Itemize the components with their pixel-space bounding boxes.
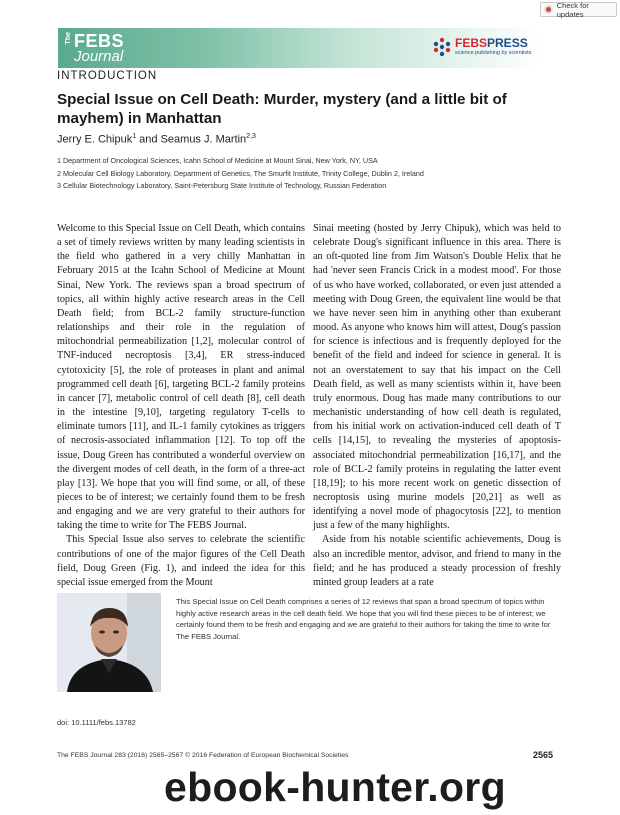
press-name-febs: FEBS <box>455 36 488 50</box>
section-label: INTRODUCTION <box>57 70 158 82</box>
body-column-left <box>57 222 305 590</box>
paragraph-welcome: Welcome to this Special Issue on Cell Death, which contains a set of timely reviews written by many leading scientists in the field who gathered in a very chilly Manhattan in February 2015 at the Icahn School of Medicine at Mount Sinai, New York. The reviews span a broad spectrum of topics, all within highly active research areas in the Cell Death field; from BCL-2 family structure-function relationships and their role in the regulation of mitochondrial permeabilization [1,2], molecular control of TNF-induced necroptosis [3,4], ER stress-induced cytotoxicity [5], the role of proteases in plant and animal programmed cell death [6], targeting BCL-2 family proteins in cancer [7], metabolic control of cell death [8], cell death in the intestine [9,10], targeting regulatory T-cells to eliminate tumors [11], and IL-1 family cytokines as triggers of necrosis-associated inflammation [12]. To top off the issue, Doug Green has contributed a wonderful overview on the divergent modes of cell death, in the form of a three-act play [13]. We hope that you will find some, or all, of these pieces to be of interest; we certainly found them to be fresh and engaging and we are very grateful to their authors for taking the time to write for The FEBS Journal. <box>57 223 305 532</box>
affiliations <box>57 155 577 193</box>
affiliation-1: 1 Department of Oncological Sciences, Icahn School of Medicine at Mount Sinai, New York, NY, USA <box>57 156 378 165</box>
doi[interactable]: doi: 10.1111/febs.13782 <box>57 718 136 727</box>
affiliation-3: 3 Cellular Biotechnology Laboratory, Saint-Petersburg State Institute of Technology, Russian Federation <box>57 181 387 190</box>
journal-logo-journal: Journal <box>74 48 124 65</box>
author-1[interactable]: Jerry E. Chipuk <box>57 133 133 146</box>
febs-press-name <box>455 36 528 50</box>
affiliation-2: 2 Molecular Cell Biology Laboratory, Department of Genetics, The Smurfit Institute, Trinity College, Dublin 2, Ireland <box>57 168 424 178</box>
author-2-affiliation: 2,3 <box>246 133 256 140</box>
author-list <box>57 133 256 146</box>
paragraph-mentor: Aside from his notable scientific achievements, Doug is also an incredible mentor, advisor, and friend to many in the field; and he has produced a steady procession of freshly minted group leaders at a rate <box>313 534 561 588</box>
febs-press-tagline: science publishing by scientists <box>455 50 532 56</box>
article-title: Special Issue on Cell Death: Murder, mystery (and a little bit of mayhem) in Manhattan <box>57 91 507 127</box>
paragraph-celebrate: This Special Issue also serves to celebrate the scientific contributions of one of the major figures of the Cell Death field, Doug Green (Fig. 1), and indeed the idea for this special issue emerged from the Mount <box>57 534 305 588</box>
page-footer: The FEBS Journal 283 (2016) 2565–2567 © 2016 Federation of European Biochemical Societies <box>57 752 349 759</box>
author-2[interactable]: Seamus J. Martin <box>160 133 247 146</box>
paragraph-meeting: Sinai meeting (hosted by Jerry Chipuk), which was held to celebrate Doug's significant influence in this area. There is an oft-quoted line from Jim Watson's Double Helix that he had 'never seen Francis Crick in a modest mood'. For those of us who have worked, collaborated, or even just attended a meeting with Doug Green, the equivalent line would be that we have never seen him in anything other than exuberant mood. As anyone who knows him will attest, Doug's passion for science is infectious and is frequently deployed for the benefit of the field and indeed for science in general. It is not an overstatement to say that his impact on the Cell Death field, as well as many scientists within it, have been truly enormous. Doug has made many contributions to our mechanistic understanding of how cell death is regulated, from his initial work on activation-induced cell death of T cells [14,15], to revealing the mysteries of apoptosis-associated mitochondrial permeabilization [16,17], and the role of BCL-2 family proteins in regulating the latter event [18,19]; to his more recent work on genetic dissection of necroptosis using murine models [20,21] as well as identifying a novel mode of phagocytosis [22], to mention just a few of the many highlights. <box>313 223 561 532</box>
watermark: ebook-hunter.org <box>164 764 506 810</box>
author-1-affiliation: 1 <box>132 133 137 140</box>
author-separator: and <box>136 133 161 146</box>
update-icon <box>544 5 553 14</box>
check-for-updates-button[interactable] <box>540 2 617 17</box>
page-number: 2565 <box>533 750 554 760</box>
journal-logo-the: The <box>65 32 72 45</box>
check-for-updates-label: Check for updates <box>556 0 589 19</box>
body-column-right <box>313 222 561 590</box>
figure-caption: This Special Issue on Cell Death comprises a series of 12 reviews that span a broad spectrum of topics within highly active research areas in the cell death field. We hope that you will find these pieces to be of interest; we certainly found them to be fresh and engaging and we are grateful to their authors for taking the time to write for The FEBS Journal. <box>176 597 551 641</box>
press-name-press: PRESS <box>487 36 528 50</box>
doug-green-photo <box>57 593 161 692</box>
febs-press-dots-icon <box>432 37 452 57</box>
journal-logo-febs: FEBS <box>74 31 125 51</box>
